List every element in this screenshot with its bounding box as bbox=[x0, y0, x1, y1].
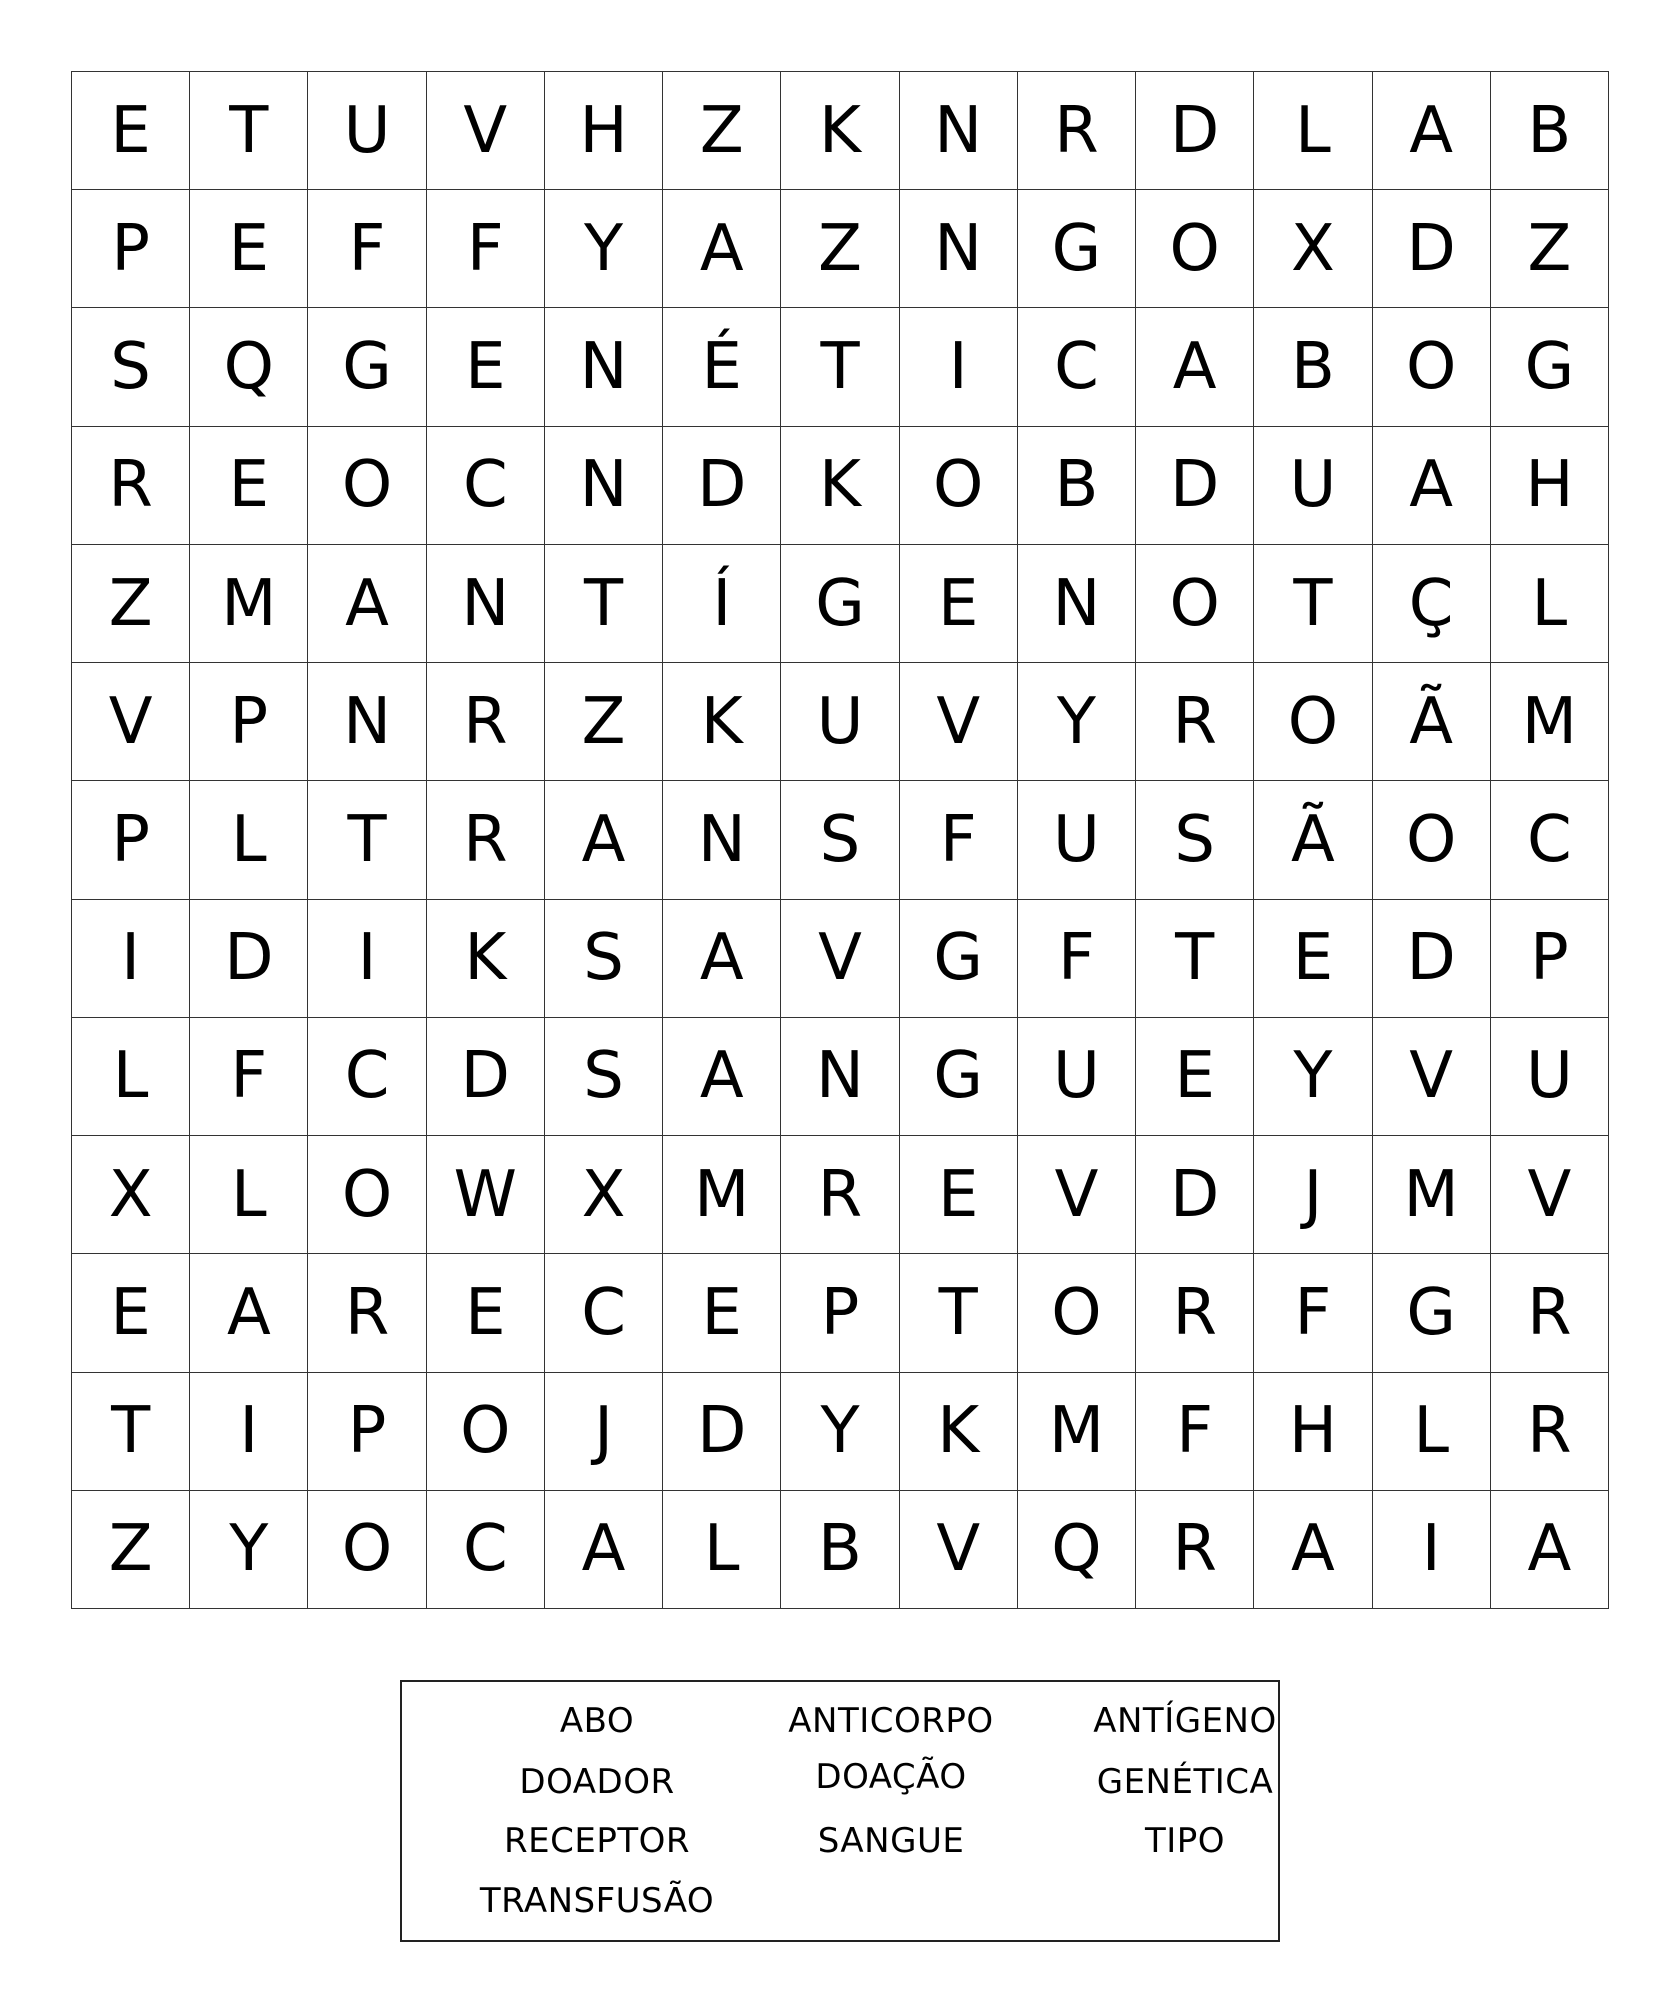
word-sangue: SANGUE bbox=[817, 1821, 965, 1861]
grid-cell[interactable]: K bbox=[663, 663, 781, 781]
grid-cell[interactable]: U bbox=[308, 72, 426, 190]
grid-cell[interactable]: S bbox=[545, 1018, 663, 1136]
grid-cell[interactable]: V bbox=[1018, 1136, 1136, 1254]
grid-cell[interactable]: Z bbox=[72, 545, 190, 663]
grid-cell[interactable]: Z bbox=[72, 1491, 190, 1609]
grid-cell[interactable]: T bbox=[72, 1373, 190, 1491]
grid-cell[interactable]: V bbox=[1491, 1136, 1609, 1254]
grid-cell[interactable]: S bbox=[781, 781, 899, 899]
grid-cell[interactable]: M bbox=[1018, 1373, 1136, 1491]
grid-cell[interactable]: G bbox=[308, 308, 426, 426]
grid-cell[interactable]: T bbox=[1136, 900, 1254, 1018]
grid-cell[interactable]: R bbox=[1491, 1373, 1609, 1491]
grid-cell[interactable]: F bbox=[1136, 1373, 1254, 1491]
grid-cell[interactable]: Z bbox=[545, 663, 663, 781]
grid-cell[interactable]: A bbox=[663, 1018, 781, 1136]
grid-cell[interactable]: L bbox=[190, 1136, 308, 1254]
grid-cell[interactable]: R bbox=[1136, 1254, 1254, 1372]
grid-cell[interactable]: O bbox=[1254, 663, 1372, 781]
word-anticorpo: ANTICORPO bbox=[788, 1701, 994, 1741]
grid-cell[interactable]: F bbox=[190, 1018, 308, 1136]
grid-cell[interactable]: L bbox=[1491, 545, 1609, 663]
grid-cell[interactable]: R bbox=[781, 1136, 899, 1254]
grid-cell[interactable]: S bbox=[1136, 781, 1254, 899]
grid-cell[interactable]: V bbox=[781, 900, 899, 1018]
grid-cell[interactable]: A bbox=[663, 190, 781, 308]
grid-cell[interactable]: Ç bbox=[1373, 545, 1491, 663]
grid-cell[interactable]: Y bbox=[545, 190, 663, 308]
grid-cell[interactable]: A bbox=[1373, 72, 1491, 190]
grid-cell[interactable]: J bbox=[1254, 1136, 1372, 1254]
grid-cell[interactable]: Z bbox=[663, 72, 781, 190]
grid-cell[interactable]: D bbox=[1373, 190, 1491, 308]
grid-cell[interactable]: L bbox=[663, 1491, 781, 1609]
grid-cell[interactable]: P bbox=[781, 1254, 899, 1372]
grid-cell[interactable]: N bbox=[900, 72, 1018, 190]
grid-cell[interactable]: L bbox=[190, 781, 308, 899]
grid-cell[interactable]: B bbox=[1018, 427, 1136, 545]
grid-cell[interactable]: M bbox=[1491, 663, 1609, 781]
grid-cell[interactable]: M bbox=[1373, 1136, 1491, 1254]
grid-cell[interactable]: V bbox=[72, 663, 190, 781]
grid-cell[interactable]: U bbox=[781, 663, 899, 781]
grid-cell[interactable]: A bbox=[545, 1491, 663, 1609]
grid-cell[interactable]: T bbox=[308, 781, 426, 899]
word-doador: DOADOR bbox=[519, 1762, 675, 1802]
grid-cell[interactable]: C bbox=[1491, 781, 1609, 899]
grid-cell[interactable]: I bbox=[900, 308, 1018, 426]
grid-cell[interactable]: N bbox=[781, 1018, 899, 1136]
grid-cell[interactable]: A bbox=[663, 900, 781, 1018]
grid-cell[interactable]: C bbox=[308, 1018, 426, 1136]
grid-cell[interactable]: E bbox=[900, 545, 1018, 663]
grid-cell[interactable]: I bbox=[308, 900, 426, 1018]
grid-cell[interactable]: H bbox=[1491, 427, 1609, 545]
grid-cell[interactable]: D bbox=[1136, 72, 1254, 190]
grid-cell[interactable]: U bbox=[1254, 427, 1372, 545]
grid-cell[interactable]: U bbox=[1018, 781, 1136, 899]
grid-cell[interactable]: K bbox=[900, 1373, 1018, 1491]
grid-cell[interactable]: Ã bbox=[1254, 781, 1372, 899]
grid-cell[interactable]: D bbox=[663, 1373, 781, 1491]
grid-cell[interactable]: X bbox=[72, 1136, 190, 1254]
grid-cell[interactable]: E bbox=[190, 427, 308, 545]
grid-cell[interactable]: X bbox=[1254, 190, 1372, 308]
grid-cell[interactable]: O bbox=[308, 1136, 426, 1254]
word-abo: ABO bbox=[559, 1701, 635, 1741]
grid-cell[interactable]: R bbox=[1491, 1254, 1609, 1372]
grid-cell[interactable]: O bbox=[1018, 1254, 1136, 1372]
grid-cell[interactable]: E bbox=[900, 1136, 1018, 1254]
grid-cell[interactable]: P bbox=[308, 1373, 426, 1491]
grid-cell[interactable]: U bbox=[1018, 1018, 1136, 1136]
grid-cell[interactable]: Ã bbox=[1373, 663, 1491, 781]
grid-cell[interactable]: F bbox=[900, 781, 1018, 899]
grid-cell[interactable]: F bbox=[427, 190, 545, 308]
grid-cell[interactable]: C bbox=[1018, 308, 1136, 426]
grid-cell[interactable]: D bbox=[427, 1018, 545, 1136]
grid-cell[interactable]: V bbox=[427, 72, 545, 190]
grid-cell[interactable]: L bbox=[1373, 1373, 1491, 1491]
grid-cell[interactable]: T bbox=[545, 545, 663, 663]
grid-cell[interactable]: N bbox=[663, 781, 781, 899]
grid-cell[interactable]: E bbox=[190, 190, 308, 308]
grid-cell[interactable]: H bbox=[1254, 1373, 1372, 1491]
grid-cell[interactable]: I bbox=[1373, 1491, 1491, 1609]
grid-cell[interactable]: F bbox=[1254, 1254, 1372, 1372]
grid-cell[interactable]: O bbox=[308, 1491, 426, 1609]
grid-cell[interactable]: Y bbox=[190, 1491, 308, 1609]
grid-cell[interactable]: G bbox=[1373, 1254, 1491, 1372]
grid-cell[interactable]: P bbox=[72, 781, 190, 899]
grid-cell[interactable]: B bbox=[1254, 308, 1372, 426]
grid-cell[interactable]: Q bbox=[1018, 1491, 1136, 1609]
grid-cell[interactable]: R bbox=[308, 1254, 426, 1372]
word-receptor: RECEPTOR bbox=[504, 1821, 690, 1861]
grid-cell[interactable]: Y bbox=[1018, 663, 1136, 781]
grid-cell[interactable]: G bbox=[1018, 190, 1136, 308]
grid-cell[interactable]: P bbox=[190, 663, 308, 781]
grid-cell[interactable]: V bbox=[900, 663, 1018, 781]
grid-cell[interactable]: A bbox=[190, 1254, 308, 1372]
grid-cell[interactable]: M bbox=[663, 1136, 781, 1254]
grid-cell[interactable]: X bbox=[545, 1136, 663, 1254]
grid-cell[interactable]: E bbox=[427, 1254, 545, 1372]
grid-cell[interactable]: R bbox=[72, 427, 190, 545]
grid-cell[interactable]: A bbox=[1254, 1491, 1372, 1609]
grid-cell[interactable]: N bbox=[545, 308, 663, 426]
grid-cell[interactable]: S bbox=[72, 308, 190, 426]
grid-cell[interactable]: Y bbox=[1254, 1018, 1372, 1136]
grid-cell[interactable]: V bbox=[900, 1491, 1018, 1609]
grid-cell[interactable]: G bbox=[1491, 308, 1609, 426]
grid-cell[interactable]: L bbox=[72, 1018, 190, 1136]
grid-cell[interactable]: Y bbox=[781, 1373, 899, 1491]
grid-cell[interactable]: É bbox=[663, 308, 781, 426]
grid-cell[interactable]: C bbox=[427, 427, 545, 545]
grid-cell[interactable]: E bbox=[72, 1254, 190, 1372]
word-tipo: TIPO bbox=[1144, 1821, 1226, 1861]
grid-cell[interactable]: E bbox=[1254, 900, 1372, 1018]
grid-cell[interactable]: G bbox=[900, 1018, 1018, 1136]
grid-cell[interactable]: F bbox=[308, 190, 426, 308]
grid-cell[interactable]: J bbox=[545, 1373, 663, 1491]
grid-cell[interactable]: P bbox=[72, 190, 190, 308]
grid-cell[interactable]: Z bbox=[1491, 190, 1609, 308]
grid-cell[interactable]: D bbox=[663, 427, 781, 545]
grid-cell[interactable]: E bbox=[663, 1254, 781, 1372]
grid-cell[interactable]: K bbox=[781, 72, 899, 190]
grid-cell[interactable]: O bbox=[900, 427, 1018, 545]
grid-cell[interactable]: O bbox=[1373, 781, 1491, 899]
grid-cell[interactable]: D bbox=[1373, 900, 1491, 1018]
grid-cell[interactable]: U bbox=[1491, 1018, 1609, 1136]
grid-cell[interactable]: E bbox=[72, 72, 190, 190]
grid-cell[interactable]: K bbox=[781, 427, 899, 545]
grid-cell[interactable]: L bbox=[1254, 72, 1372, 190]
grid-cell[interactable]: B bbox=[1491, 72, 1609, 190]
word-transfusao: TRANSFUSÃO bbox=[479, 1881, 715, 1921]
grid-cell[interactable]: O bbox=[1373, 308, 1491, 426]
grid-cell[interactable]: P bbox=[1491, 900, 1609, 1018]
word-list bbox=[400, 1680, 1280, 1942]
grid-cell[interactable]: C bbox=[427, 1491, 545, 1609]
word-antigeno: ANTÍGENO bbox=[1093, 1701, 1277, 1741]
grid-cell[interactable]: Z bbox=[781, 190, 899, 308]
grid-cell[interactable]: T bbox=[900, 1254, 1018, 1372]
grid-cell[interactable]: T bbox=[781, 308, 899, 426]
grid-cell[interactable]: A bbox=[308, 545, 426, 663]
grid-cell[interactable]: A bbox=[545, 781, 663, 899]
grid-cell[interactable]: R bbox=[1136, 1491, 1254, 1609]
grid-cell[interactable]: E bbox=[427, 308, 545, 426]
grid-cell[interactable]: V bbox=[1373, 1018, 1491, 1136]
grid-cell[interactable]: D bbox=[190, 900, 308, 1018]
grid-cell[interactable]: O bbox=[308, 427, 426, 545]
grid-cell[interactable]: A bbox=[1373, 427, 1491, 545]
grid-cell[interactable]: F bbox=[1018, 900, 1136, 1018]
grid-cell[interactable]: D bbox=[1136, 1136, 1254, 1254]
grid-cell[interactable]: A bbox=[1491, 1491, 1609, 1609]
grid-cell[interactable]: Q bbox=[190, 308, 308, 426]
word-doacao: DOAÇÃO bbox=[815, 1757, 967, 1797]
grid-cell[interactable]: C bbox=[545, 1254, 663, 1372]
grid-cell[interactable]: Í bbox=[663, 545, 781, 663]
grid-cell[interactable]: D bbox=[1136, 427, 1254, 545]
grid-cell[interactable]: G bbox=[781, 545, 899, 663]
grid-cell[interactable]: G bbox=[900, 900, 1018, 1018]
grid-cell[interactable]: O bbox=[1136, 190, 1254, 308]
grid-cell[interactable]: A bbox=[1136, 308, 1254, 426]
grid-cell[interactable]: O bbox=[427, 1373, 545, 1491]
grid-cell[interactable]: N bbox=[427, 545, 545, 663]
grid-cell[interactable]: I bbox=[72, 900, 190, 1018]
grid-cell[interactable]: R bbox=[1136, 663, 1254, 781]
grid-cell[interactable]: N bbox=[545, 427, 663, 545]
word-genetica: GENÉTICA bbox=[1096, 1762, 1274, 1802]
grid-cell[interactable]: H bbox=[545, 72, 663, 190]
grid-cell[interactable]: E bbox=[1136, 1018, 1254, 1136]
grid-cell[interactable]: M bbox=[190, 545, 308, 663]
grid-cell[interactable]: T bbox=[190, 72, 308, 190]
grid-cell[interactable]: R bbox=[427, 663, 545, 781]
grid-cell[interactable]: S bbox=[545, 900, 663, 1018]
grid-cell[interactable]: I bbox=[190, 1373, 308, 1491]
grid-cell[interactable]: W bbox=[427, 1136, 545, 1254]
grid-cell[interactable]: N bbox=[900, 190, 1018, 308]
grid-cell[interactable]: O bbox=[1136, 545, 1254, 663]
grid-cell[interactable]: R bbox=[427, 781, 545, 899]
letter-grid bbox=[71, 71, 1609, 1609]
grid-cell[interactable]: N bbox=[308, 663, 426, 781]
grid-cell[interactable]: N bbox=[1018, 545, 1136, 663]
grid-cell[interactable]: T bbox=[1254, 545, 1372, 663]
grid-cell[interactable]: B bbox=[781, 1491, 899, 1609]
grid-cell[interactable]: K bbox=[427, 900, 545, 1018]
grid-cell[interactable]: R bbox=[1018, 72, 1136, 190]
